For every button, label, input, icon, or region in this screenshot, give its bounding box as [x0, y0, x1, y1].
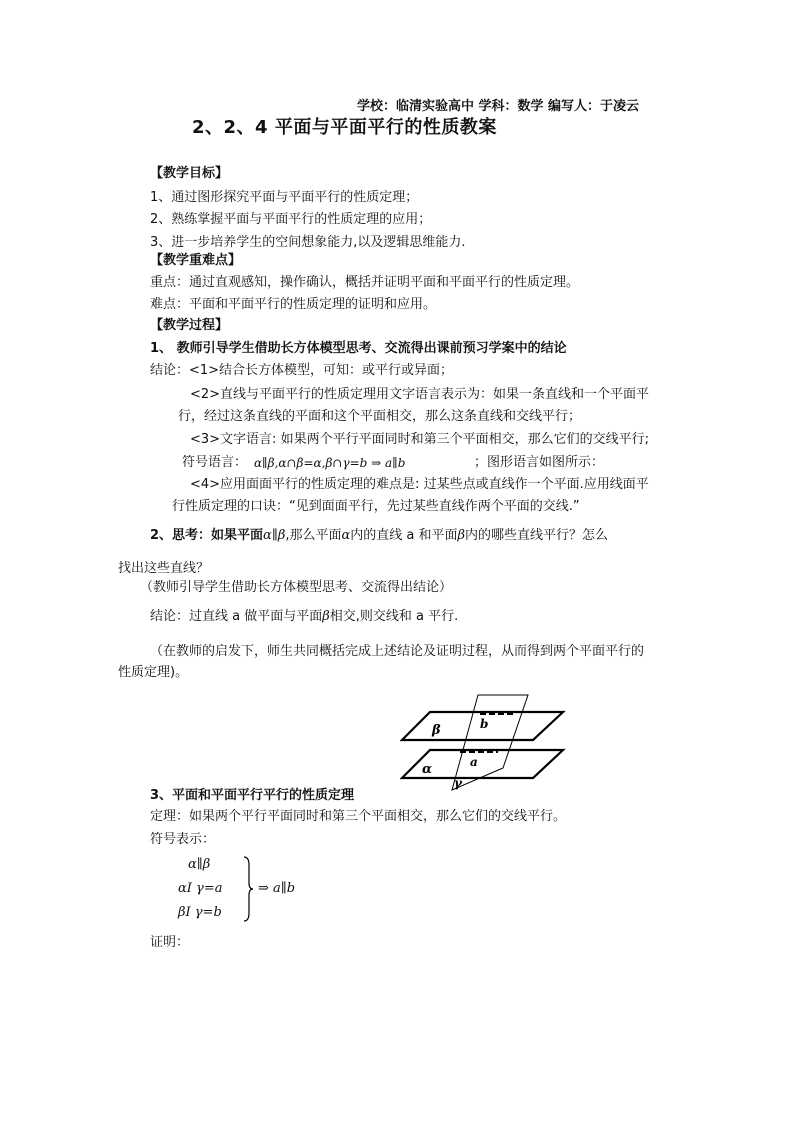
- conclusion-line: <4>应用面面平行的性质定理的难点是: 过某些点或直线作一个平面.应用线面平: [190, 477, 649, 492]
- page-header: 学校：临清实验高中 学科：数学 编写人：于凌云: [357, 99, 640, 114]
- label-a: a: [470, 755, 478, 769]
- text: ,那么平面: [285, 528, 342, 543]
- text: 结论：过直线 a 做平面与平面: [150, 609, 323, 624]
- goals-heading: 【教学目标】: [150, 166, 229, 181]
- label-gamma: γ: [454, 776, 462, 790]
- section-2-line2: 找出这些直线？: [118, 561, 210, 576]
- text: 相交,则交线和 a 平行.: [329, 609, 459, 624]
- conclusion-line: 行，经过这条直线的平面和这个平面相交，那么这条直线和交线平行；: [178, 409, 582, 424]
- symbol-formula: α∥β,α∩β=α,β∩γ=b ⇒ a∥b: [254, 456, 406, 470]
- section-2-line: [150, 528, 608, 544]
- graphic-language: ；图形语言如图所示：: [474, 455, 605, 470]
- process-heading: 【教学过程】: [150, 318, 229, 333]
- theorem-formula: [178, 853, 318, 925]
- math-alpha: α: [341, 528, 351, 543]
- conclusion-line: 结论：<1>结合长方体模型，可知：或平行或异面；: [150, 363, 454, 378]
- text: 内的哪些直线平行？怎么: [465, 528, 609, 543]
- section-2-paragraph: （在教师的启发下，师生共同概括完成上述结论及证明过程，从而得到两个平面平行的: [150, 644, 645, 659]
- conclusion-line: 行性质定理的口诀：“见到面面平行，先过某些直线作两个平面的交线.”: [172, 499, 580, 514]
- conclusion-line: <3>文字语言: 如果两个平行平面同时和第三个平面相交，那么它们的交线平行;: [190, 432, 649, 447]
- math-alpha-parallel-beta: α∥β: [263, 528, 286, 543]
- section-3-title: 3、平面和平面平行平行的性质定理: [150, 788, 355, 803]
- conclusion-line: <2>直线与平面平行的性质定理用文字语言表示为：如果一条直线和一个平面平: [190, 387, 650, 402]
- formula-result: ⇒ a∥b: [258, 881, 296, 896]
- goal-item: 1、通过图形探究平面与平面平行的性质定理；: [150, 190, 419, 205]
- section-2-conclusion: [150, 609, 458, 625]
- right-brace-icon: [242, 855, 254, 923]
- text: 内的直线 a 和平面: [350, 528, 458, 543]
- label-beta: β: [432, 723, 441, 738]
- math-beta: β: [322, 609, 330, 624]
- section-2-prefix: 2、思考：如果平面: [150, 528, 264, 543]
- section-1-title: 1、 教师引导学生借助长方体模型思考、交流得出课前预习学案中的结论: [150, 341, 567, 356]
- label-alpha: α: [422, 762, 433, 777]
- goal-item: 3、进一步培养学生的空间想象能力,以及逻辑思维能力.: [150, 235, 466, 250]
- goal-item: 2、熟练掌握平面与平面平行的性质定理的应用；: [150, 212, 432, 227]
- theorem-statement: 定理：如果两个平行平面同时和第三个平面相交，那么它们的交线平行。: [150, 809, 567, 824]
- formula-line: α∥β: [188, 857, 211, 872]
- key-heading: 【教学重难点】: [150, 253, 242, 268]
- symbol-representation-label: 符号表示：: [150, 832, 216, 847]
- section-2-paragraph: 性质定理)。: [118, 665, 189, 680]
- formula-line: βI γ=b: [178, 905, 222, 920]
- proof-label: 证明：: [150, 935, 190, 950]
- page-title: 2、2、4 平面与平面平行的性质教案: [192, 117, 497, 138]
- formula-line: αI γ=a: [178, 881, 223, 896]
- parallel-planes-figure: [400, 690, 570, 795]
- symbol-label: 符号语言：: [182, 455, 248, 470]
- key-difficulty: 难点：平面和平面平行的性质定理的证明和应用。: [150, 297, 437, 312]
- math-beta: β: [457, 528, 466, 543]
- key-focus: 重点：通过直观感知，操作确认，概括并证明平面和平面平行的性质定理。: [150, 275, 580, 290]
- label-b: b: [480, 717, 489, 731]
- section-2-note: （教师引导学生借助长方体模型思考、交流得出结论）: [140, 580, 453, 595]
